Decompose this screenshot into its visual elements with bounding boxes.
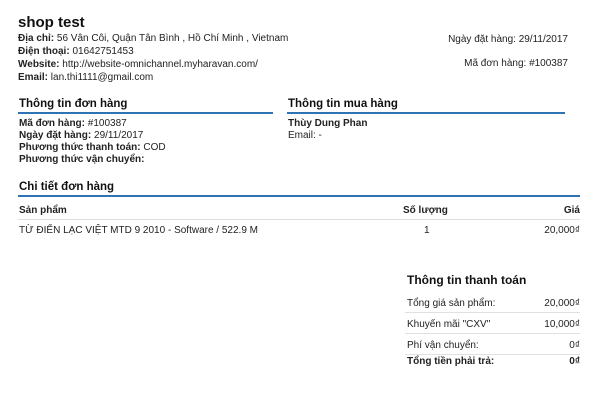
payment-shipping-label: Phí vận chuyển:	[407, 340, 479, 351]
shop-website	[18, 59, 258, 71]
payment-row-discount	[405, 315, 580, 334]
order-info-shipping	[19, 154, 145, 166]
table-header-divider	[18, 219, 580, 220]
buyer-name: Thùy Dung Phan	[288, 118, 368, 129]
buyer-email: Email: -	[288, 130, 322, 141]
payment-subtotal-value: 20,000₫	[544, 298, 580, 309]
order-info-payment-label: Phương thức thanh toán:	[19, 142, 141, 153]
payment-info-title: Thông tin thanh toán	[407, 273, 527, 287]
order-code-meta	[464, 58, 568, 69]
payment-discount-value: 10,000₫	[544, 319, 580, 330]
order-info-payment	[19, 142, 166, 154]
order-info-payment-value: COD	[143, 142, 166, 153]
order-date-meta	[448, 34, 568, 45]
order-detail-title: Chi tiết đơn hàng	[19, 181, 115, 193]
order-info-date-label: Ngày đặt hàng:	[19, 130, 92, 141]
payment-row-subtotal	[405, 294, 580, 313]
shop-address	[18, 33, 288, 45]
payment-shipping-value: 0₫	[569, 340, 580, 351]
shop-address-label: Địa chỉ:	[18, 33, 55, 44]
shop-phone-label: Điện thoại:	[18, 46, 70, 57]
col-header-price: Giá	[563, 205, 580, 216]
order-code-meta-label: Mã đơn hàng:	[464, 58, 527, 69]
payment-subtotal-label: Tổng giá sản phẩm:	[407, 298, 496, 309]
shop-phone-value: 01642751453	[72, 46, 134, 57]
payment-total-label: Tổng tiền phải trả:	[407, 356, 495, 367]
order-code-meta-value: #100387	[529, 58, 568, 69]
payment-discount-label: Khuyến mãi "CXV"	[407, 319, 491, 330]
order-info-code-label: Mã đơn hàng:	[19, 118, 85, 129]
shop-phone	[18, 46, 134, 58]
buyer-info-title: Thông tin mua hàng	[288, 98, 398, 110]
payment-total-value: 0₫	[569, 356, 580, 367]
order-date-meta-value: 29/11/2017	[518, 34, 568, 45]
order-info-date-value: 29/11/2017	[94, 130, 144, 141]
order-info-code	[19, 118, 127, 130]
shop-address-value: 56 Vân Côi, Quận Tân Bình , Hồ Chí Minh , Vietnam	[56, 33, 289, 44]
order-date-meta-label: Ngày đặt hàng:	[448, 34, 516, 45]
shop-email	[18, 72, 153, 84]
order-detail-divider	[18, 195, 580, 197]
item-product: TỪ ĐIỂN LẠC VIỆT MTD 9 2010 - Software / 522.9 M	[19, 225, 258, 236]
col-header-product: Sản phẩm	[19, 205, 67, 216]
item-price: 20,000₫	[544, 225, 580, 236]
shop-name: shop test	[18, 14, 85, 31]
payment-row-total	[405, 352, 580, 370]
shop-email-label: Email:	[18, 72, 49, 83]
order-info-code-value: #100387	[87, 118, 127, 129]
buyer-info-divider	[287, 112, 565, 114]
item-quantity: 1	[424, 225, 430, 236]
shop-email-value: lan.thi1111@gmail.com	[50, 72, 154, 83]
order-info-title: Thông tin đơn hàng	[19, 98, 128, 110]
order-info-divider	[18, 112, 273, 114]
shop-website-value: http://website-omnichannel.myharavan.com/	[62, 59, 258, 70]
order-info-date	[19, 130, 143, 142]
order-info-shipping-label: Phương thức vận chuyển:	[19, 154, 145, 165]
shop-website-label: Website:	[18, 59, 60, 70]
col-header-quantity: Số lượng	[403, 205, 448, 216]
